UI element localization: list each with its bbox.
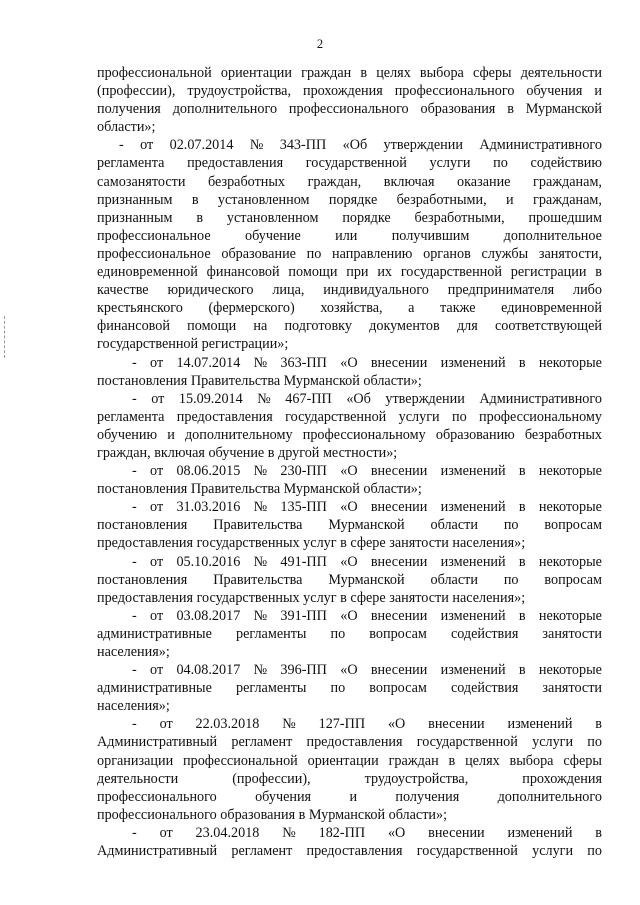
word: содействия [450,625,519,642]
word: по [451,408,467,425]
word: в [595,716,602,733]
word: некоторые [538,662,602,679]
word: регламент [231,734,293,751]
word: образованию [435,426,515,443]
word: № [253,553,268,570]
text-line [97,209,602,227]
word: 396-ПП [280,662,327,679]
word: 15.09.2014 [178,390,243,407]
word: а [408,300,415,317]
word: и [349,788,358,805]
word: регистрации [510,264,587,281]
word: выбора [509,752,554,769]
word: 491-ПП [280,553,327,570]
text-line: постановления Правительства Мурманской области»; [97,481,422,498]
word: их [377,264,393,281]
word: граждан [388,752,439,769]
text-line [97,571,602,589]
word: некоторые [538,354,602,371]
word: деятельности [97,770,179,787]
word: административные [97,625,212,642]
word: по [587,843,602,860]
word: лица, [272,282,305,299]
word: и [594,83,602,100]
word: по [330,625,346,642]
word: Административного [479,137,602,154]
word: содействию [530,155,602,172]
word: внесении [428,716,485,733]
word: «О [340,662,358,679]
text-line [97,752,602,770]
word: содействия [450,680,519,697]
word: 08.06.2015 [176,463,241,480]
word: хозяйства, [320,300,383,317]
word: направлению [332,245,413,262]
word: от [150,553,164,570]
word: предоставления [306,734,403,751]
word: либо [573,282,602,299]
word: гражданам, [533,191,602,208]
word: по [330,680,346,697]
word: № [253,662,268,679]
word: услуги [429,155,471,172]
text-line [97,426,602,444]
word: - [132,662,137,679]
word: организации [97,752,174,769]
text-line [97,245,602,263]
word: в [518,354,526,371]
word: в [518,499,526,516]
word: № [282,824,296,841]
word: постановления [97,517,188,534]
word: изменений [440,553,506,570]
word: Административный [97,734,218,751]
word: соответствующей [494,318,602,335]
word: единовременной [501,300,602,317]
word: № [257,390,271,407]
word: финансовой [206,264,280,281]
word: профессиональному [302,426,426,443]
word: целях [376,65,411,81]
page-number: 2 [316,37,324,51]
word: получения [97,101,161,118]
word: № [253,607,268,624]
text-line [97,607,602,625]
word: самозанятости [97,173,186,190]
word: вопросам [369,625,427,642]
word: от [150,607,164,624]
word: профессиональное [97,245,211,262]
word: профессиональное [97,227,211,244]
text-line [97,498,602,516]
word: безработными, [414,209,505,226]
word: изменений [440,607,506,624]
word: целях [465,752,500,769]
word: «О [340,499,358,516]
word: выбора [419,65,464,81]
word: 14.07.2014 [176,354,241,371]
text-line: области»; [97,119,156,136]
word: - [132,824,137,841]
word: - [119,137,124,154]
word: в [448,752,456,769]
word: профессионального [394,83,515,100]
text-line [97,64,602,82]
word: № [282,716,296,733]
word: административные [97,680,212,697]
word: в [507,101,514,118]
word: постановления [97,571,188,588]
word: при [346,264,369,281]
word: услуги [398,408,440,425]
word: № [253,354,268,371]
word: сферы [472,65,512,81]
text-line: предоставления государственных услуг в сфере занятости населения»; [97,589,526,606]
word: включая [383,173,435,190]
word: порядке [328,191,378,208]
word: государственной [285,408,387,425]
word: по [503,517,519,534]
word: помощи [187,318,237,335]
word: - [132,463,137,480]
word: обучения [526,83,583,100]
word: образования [420,101,496,118]
word: в [595,824,602,841]
word: предоставления [306,843,403,860]
word: по [503,571,519,588]
word: некоторые [538,553,602,570]
word: безработными, [396,191,487,208]
word: 135-ПП [280,499,327,516]
word: 02.07.2014 [169,137,234,154]
word: в [191,191,199,208]
word: органов [423,245,471,262]
word: (фермерского) [208,300,295,317]
word: № [253,499,268,516]
word: «О [387,716,406,733]
word: подготовку [284,318,352,335]
word: для [456,318,478,335]
word: занятости [542,625,602,642]
word: 230-ПП [280,463,327,480]
text-line [97,390,602,408]
word: 05.10.2016 [176,553,241,570]
word: «О [340,553,358,570]
word: обучения [255,788,312,805]
word: «О [340,463,358,480]
text-line [97,553,602,571]
word: «Об [342,137,368,154]
word: сферы [563,752,602,769]
text-line [97,824,602,842]
word: дополнительного [497,788,602,805]
word: деятельности [520,65,602,81]
word: 343-ПП [279,137,327,154]
word: или [335,227,358,244]
text-line: населения»; [97,644,170,660]
word: от [150,499,164,516]
text-line [97,733,602,751]
word: обучению [97,426,158,443]
word: 391-ПП [280,607,327,624]
word: предоставления [187,155,284,172]
word: прохождения [303,83,383,100]
document-body-text [97,64,602,860]
word: и [167,426,175,443]
word: профессионального [288,101,409,118]
word: Мурманской [328,571,405,588]
word: ориентации [220,65,292,81]
word: признанным [97,191,173,208]
word: службы [481,245,529,262]
word: 467-ПП [285,390,332,407]
word: трудоустройства, [364,770,469,787]
text-line: профессионального образования в Мурманской области»; [97,806,448,823]
text-line [97,842,602,860]
word: граждан [301,65,352,81]
word: занятости [542,680,602,697]
text-line [97,661,602,679]
word: (профессии), [97,83,176,100]
text-line [97,679,602,697]
word: некоторые [538,607,602,624]
word: - [132,390,137,407]
word: «О [387,824,406,841]
text-line: постановления Правительства Мурманской области»; [97,372,422,389]
text-line [97,770,602,788]
word: порядке [342,209,391,226]
word: прохождения [522,770,602,787]
word: 127-ПП [318,716,366,733]
word: оказание [457,173,511,190]
text-line: населения»; [97,698,170,715]
word: регламента [97,155,165,172]
word: безработных [207,173,286,190]
word: регламенты [235,680,307,697]
word: дополнительному [184,426,293,443]
word: в [518,607,526,624]
word: услуги [532,734,574,751]
text-line [97,317,602,335]
text-line: граждан, включая обучение в другой местности»; [97,444,398,461]
word: некоторые [538,499,602,516]
word: государственной [416,734,518,751]
word: финансовой [97,318,170,335]
word: дополнительного [172,101,278,118]
word: услуги [532,843,574,860]
word: безработных [524,426,602,443]
word: установленном [226,209,319,226]
word: Административный [97,843,218,860]
word: Мурманской [525,101,602,118]
word: профессионального [97,788,217,805]
word: образование [221,245,296,262]
word: занятости, [538,245,602,262]
word: - [132,499,137,516]
text-line [97,154,602,172]
word: государственной [416,843,518,860]
word: Правительства [213,517,303,534]
word: Мурманской [328,517,405,534]
word: предпринимателя [447,282,555,299]
word: в [595,264,602,281]
word: гражданам, [533,173,602,190]
word: внесении [370,607,428,624]
text-line [97,715,602,733]
word: изменений [440,662,506,679]
word: - [132,607,137,624]
text-line [97,299,602,317]
word: № [253,463,268,480]
word: внесении [370,553,428,570]
word: получившим [391,227,470,244]
word: Административного [479,390,602,407]
margin-scan-mark [4,316,6,358]
word: юридического [167,282,254,299]
word: 04.08.2017 [176,662,241,679]
text-line [97,263,602,281]
word: профессиональной [97,65,212,81]
word: предоставления [176,408,273,425]
word: 31.03.2016 [176,499,241,516]
word: регламенты [235,625,307,642]
word: установленном [217,191,310,208]
word: 22.03.2018 [195,716,260,733]
word: некоторые [538,463,602,480]
text-line [97,788,602,806]
word: по [306,245,322,262]
word: внесении [370,354,428,371]
text-line [97,462,602,480]
text-line [97,173,602,191]
word: по [587,734,602,751]
text-line: предоставления государственных услуг в сфере занятости населения»; [97,535,526,552]
word: профессиональной [183,752,298,769]
word: 03.08.2017 [176,607,241,624]
word: также [440,300,476,317]
word: изменений [507,716,573,733]
word: в [518,662,526,679]
word: регламент [231,843,293,860]
word: утверждении [383,137,463,154]
word: государственной [305,155,407,172]
word: индивидуального [323,282,429,299]
word: от [150,662,164,679]
word: помощи [288,264,338,281]
word: - [132,716,137,733]
word: вопросам [544,517,602,534]
word: качестве [97,282,149,299]
word: - [132,553,137,570]
word: по [493,155,508,172]
word: «О [340,354,358,371]
word: от [151,390,165,407]
word: ориентации [307,752,379,769]
word: получения [395,788,460,805]
text-line: государственной регистрации»; [97,336,289,353]
word: от [150,354,164,371]
word: - [132,354,137,371]
word: трудоустройства, [187,83,292,100]
word: от [159,824,173,841]
word: граждан, [307,173,362,190]
text-line [97,100,602,118]
word: вопросам [544,571,602,588]
word: изменений [440,463,506,480]
text-line [97,516,602,534]
word: единовременной [97,264,198,281]
word: крестьянского [97,300,183,317]
word: внесении [370,499,428,516]
word: и [506,191,514,208]
word: утверждении [385,390,465,407]
word: 182-ПП [318,824,366,841]
text-line [97,625,602,643]
text-line [97,82,602,100]
word: области [430,517,478,534]
word: изменений [507,824,573,841]
word: на [253,318,268,335]
text-line [97,191,602,209]
word: Правительства [213,571,303,588]
word: в [518,553,526,570]
word: от [159,716,173,733]
word: области [430,571,478,588]
text-line [97,354,602,372]
word: прошедшим [528,209,602,226]
word: признанным [97,209,173,226]
word: 363-ПП [280,354,327,371]
word: внесении [428,824,485,841]
word: регламента [97,408,165,425]
word: обучение [244,227,301,244]
word: «О [340,607,358,624]
word: в [360,65,368,81]
text-line [97,281,602,299]
word: внесении [370,662,428,679]
text-line [97,136,602,154]
word: изменений [440,354,506,371]
word: изменений [440,499,506,516]
word: вопросам [369,680,427,697]
word: государственной [400,264,502,281]
word: дополнительное [503,227,602,244]
word: от [140,137,154,154]
word: в [196,209,204,226]
word: 23.04.2018 [195,824,260,841]
word: «Об [346,390,371,407]
word: от [150,463,164,480]
word: внесении [370,463,428,480]
word: документов [369,318,440,335]
word: профессиональному [479,408,602,425]
word: № [249,137,264,154]
text-line [97,408,602,426]
word: (профессии), [232,770,311,787]
word: в [518,463,526,480]
text-line [97,227,602,245]
